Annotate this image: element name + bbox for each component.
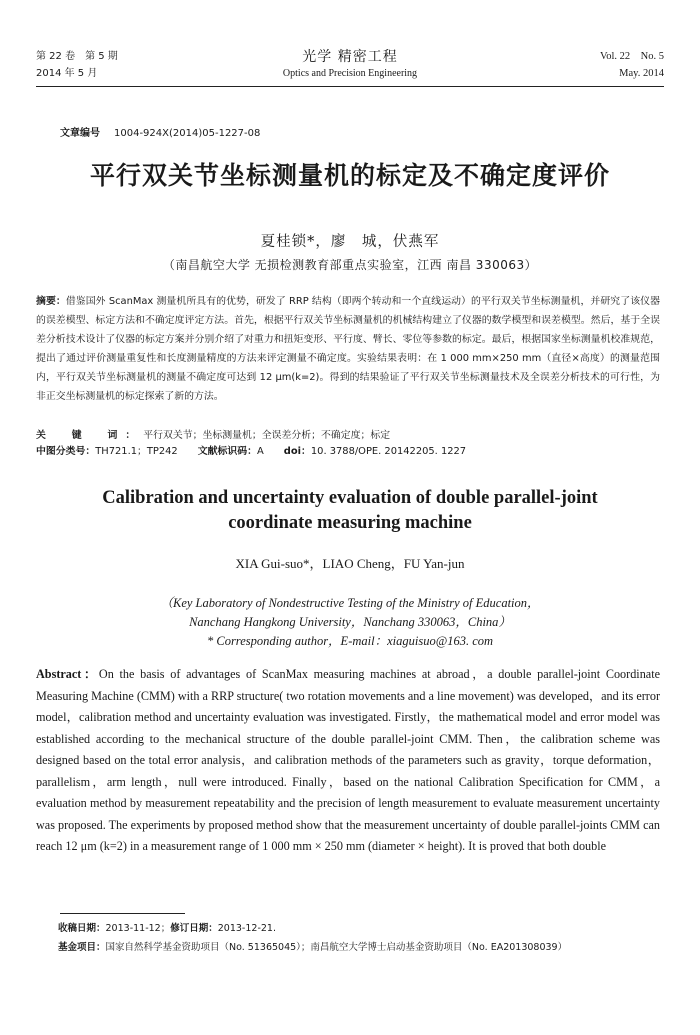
- volume-issue-en: Vol. 22 No. 5: [600, 51, 664, 62]
- doi-label: doi：: [283, 446, 311, 457]
- issue-date-cn: 2014 年 5 月: [36, 68, 98, 79]
- article-number: [60, 124, 260, 139]
- abstract-english: [36, 664, 660, 858]
- classification-line: [36, 442, 660, 461]
- abstract-cn-text: 借鉴国外 ScanMax 测量机所具有的优势，研发了 RRP 结构（即两个转动和一个直线运动）的平行双关节坐标测量机，并研究了该仪器的误差模型、标定方法和不确定度评定方法。首先，根据平行双关节坐标测量机的机械结构建立了仪器的数学模型和误差模型。然后，基于全误差分析技术设计了仪器的标定方案并分别介绍了对重力和扭矩变形、平行度、臂长、零位等参数的标定。最后，根据国家坐标测量机校准规范，提出了通过评价测量重复性和长度测量精度的方法来评定测量不确定度。实验结果表明：在 1 000 mm×250 mm（直径×高度）的测量范围内，平行双关节坐标测量机的测量不确定度可达到 12 μm(k=2)。得到的结果验证了平行双关节坐标测量技术及全误差分析技术的可行性，为非正交坐标测量机的标定探索了新的方法。: [36, 296, 660, 402]
- received-date: 2013-11-12；: [105, 923, 171, 934]
- article-number-value: 1004-924X(2014)05-1227-08: [114, 128, 261, 139]
- fund-text: 国家自然科学基金资助项目（No. 51365045）；南昌航空大学博士启动基金资助项目（No. EA201308039）: [105, 942, 568, 953]
- received-label: 收稿日期：: [58, 923, 106, 934]
- fund-label: 基金项目：: [58, 942, 106, 953]
- affiliation-en-line1: （Key Laboratory of Nondestructive Testing of the Ministry of Education，: [160, 596, 540, 610]
- journal-name-en: Optics and Precision Engineering: [282, 68, 418, 79]
- article-number-label: 文章编号: [60, 128, 100, 139]
- authors-chinese: 夏桂锁*，廖 城，伏燕军: [260, 234, 440, 250]
- title-en-line1: Calibration and uncertainty evaluation of double parallel-joint: [102, 488, 598, 508]
- abstract-en-text: On the basis of advantages of ScanMax measuring machines at abroad，a double parallel-joint Coordinate Measuring Machine (CMM) with a RRP structure( two rotation movements and a line movement) was developed，and its error model，calibration method and uncertainty evaluation was investigated. Firstly，the mathematical model and error model was established according to the mechanical structure of the double parallel-joint CMM. Then，the calibration scheme was designed based on the total error analysis，and calibration methods of the parameters such as gravity，torque deformation，parallelism，arm length，null were introduced. Finally，based on the national Calibration Specification for CMM，a evaluation method by measurement repeatability and the precision of length measurement to evaluate measurement uncertainty was proposed. The experiments by proposed method show that the measurement uncertainty of double parallel-joints CMM can reach 12 μm (k=2) in a measurement range of 1 000 mm × 250 mm (diameter × height). It is proved that both double: [36, 667, 661, 853]
- corresponding-author[interactable]: * Corresponding author，E-mail：xiaguisuo@163. com: [206, 634, 494, 648]
- clc-label: 中图分类号：: [36, 446, 96, 457]
- footnote-dates: [58, 920, 664, 934]
- running-header: [36, 48, 664, 84]
- title-en-line2: coordinate measuring machine: [228, 513, 472, 533]
- issue-date-en: May. 2014: [619, 68, 664, 79]
- doc-code-label: 文献标识码：: [197, 446, 257, 457]
- header-divider: [36, 86, 664, 87]
- volume-issue: 第 22 卷 第 5 期: [36, 51, 118, 62]
- affiliation-en-line2: Nanchang Hangkong University，Nanchang 330063，China）: [189, 615, 511, 629]
- doi-value[interactable]: 10. 3788/OPE. 20142205. 1227: [310, 446, 467, 457]
- journal-name-cn: 光学 精密工程: [302, 49, 398, 65]
- abstract-chinese: [36, 292, 660, 406]
- title-chinese: 平行双关节坐标测量机的标定及不确定度评价: [89, 161, 610, 190]
- footnote-funding: [58, 939, 664, 953]
- keywords-cn-text: 平行双关节；坐标测量机；全误差分析；不确定度；标定: [143, 430, 391, 441]
- revised-date: 2013-12-21.: [217, 923, 276, 934]
- revised-label: 修订日期：: [170, 923, 218, 934]
- abstract-cn-label: 摘要：: [36, 296, 66, 307]
- affiliation-english: [0, 594, 700, 651]
- affiliation-chinese: （南昌航空大学 无损检测教育部重点实验室，江西 南昌 330063）: [162, 258, 538, 272]
- clc-value: TH721.1；TP242: [95, 446, 178, 457]
- journal-name: [36, 48, 664, 82]
- authors-english: XIA Gui-suo*，LIAO Cheng，FU Yan-jun: [235, 556, 465, 571]
- issue-info-en: [600, 48, 664, 82]
- footnote-divider: [60, 913, 185, 914]
- keywords-cn-label: 关 键 词：: [36, 430, 144, 441]
- title-english: [0, 486, 700, 536]
- abstract-en-label: Abstract：: [36, 667, 99, 681]
- doc-code-value: A: [256, 446, 264, 457]
